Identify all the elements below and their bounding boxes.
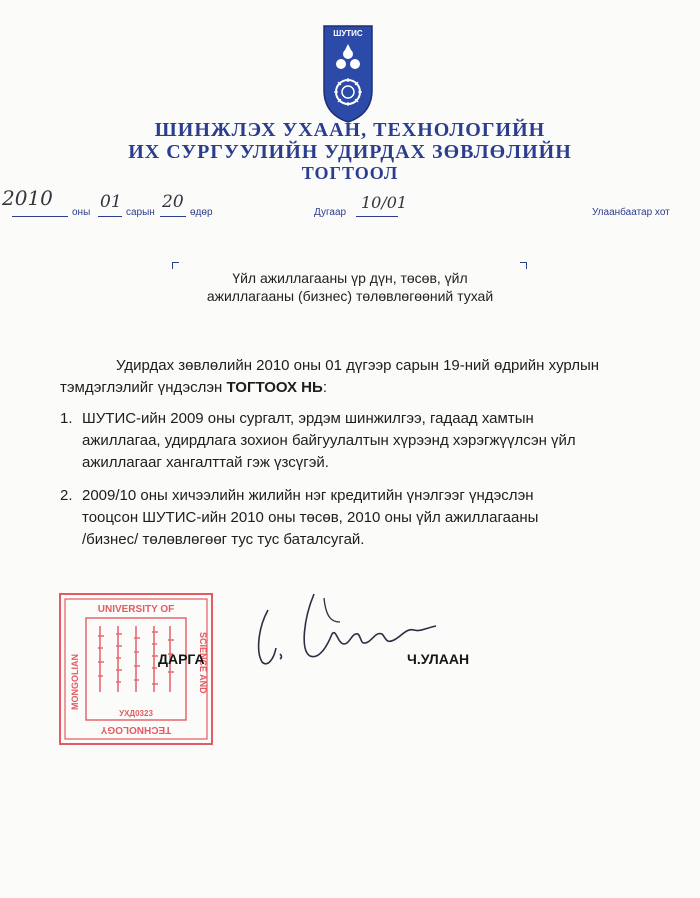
item-2-number: 2. [60, 487, 73, 504]
number-underline [356, 216, 398, 217]
stamp-code: УХД0323 [119, 709, 153, 718]
signatory-name: Ч.УЛААН [407, 651, 470, 667]
item-1-number: 1. [60, 410, 73, 427]
year-underline [12, 216, 68, 217]
stamp-right-text: SCIENCE AND [198, 632, 208, 694]
intro-text: тэмдэглэлийг үндэслэн [60, 379, 227, 396]
subject-line-1: Үйл ажиллагааны үр дүн, төсөв, үйл [232, 270, 468, 286]
subject-corner-right [520, 262, 527, 269]
item-2-line-3: /бизнес/ төлөвлөгөөг тус тус баталсугай. [82, 531, 365, 548]
subject-corner-left [172, 262, 179, 269]
day-underline [160, 216, 186, 217]
month-suffix: сарын [126, 207, 155, 218]
item-1-line-3: ажиллагааг хангалттай гэж үзсүгэй. [82, 454, 329, 471]
stamp-top-text: UNIVERSITY OF [97, 604, 175, 615]
intro-line-1: Удирдах зөвлөлийн 2010 оны 01 дүгээр сарын 19-ний өдрийн хурлын [116, 357, 600, 374]
header-line-3: ТОГТООЛ [301, 163, 399, 183]
university-emblem-logo [322, 24, 374, 124]
handwritten-month: 01 [100, 192, 122, 212]
item-1-line-1: ШУТИС-ийн 2009 оны сургалт, эрдэм шинжилгээ, гадаад хамтын [82, 410, 534, 427]
intro-colon: : [322, 379, 327, 396]
number-label: Дугаар [314, 207, 347, 218]
year-suffix: оны [72, 207, 91, 218]
header-line-2: ИХ СУРГУУЛИЙН УДИРДАХ ЗӨВЛӨЛИЙН [128, 141, 572, 163]
month-underline [98, 216, 122, 217]
emblem-text: ШУТИС [333, 29, 363, 38]
item-2-line-1: 2009/10 оны хичээлийн жилийн нэг кредитийн үнэлгээг үндэслэн [82, 487, 534, 504]
item-1-line-2: ажиллагаа, удирдлага зохион байгуулалтын хүрээнд хэрэгжүүлсэн үйл [82, 432, 576, 449]
handwritten-day: 20 [162, 192, 184, 212]
stamp-left-text: MONGOLIAN [70, 654, 80, 710]
subject-line-2: ажиллагааны (бизнес) төлөвлөгөөний тухай [206, 288, 494, 304]
item-2-line-2: тооцсон ШУТИС-ийн 2010 оны төсөв, 2010 оны үйл ажиллагааны [82, 509, 539, 526]
header-line-1: ШИНЖЛЭХ УХААН, ТЕХНОЛОГИЙН [154, 119, 546, 141]
handwritten-number: 10/01 [361, 193, 408, 212]
stamp-bottom-text: TECHNOLOGY [100, 724, 172, 735]
intro-bold-decree: ТОГТООХ НЬ [226, 379, 323, 396]
day-suffix: өдөр [190, 207, 213, 218]
handwritten-year: 2010 [2, 186, 53, 210]
signatory-title: ДАРГА [158, 651, 205, 667]
official-stamp [58, 592, 214, 746]
intro-line-2 [60, 377, 644, 399]
city: Улаанбаатар хот [592, 207, 670, 218]
